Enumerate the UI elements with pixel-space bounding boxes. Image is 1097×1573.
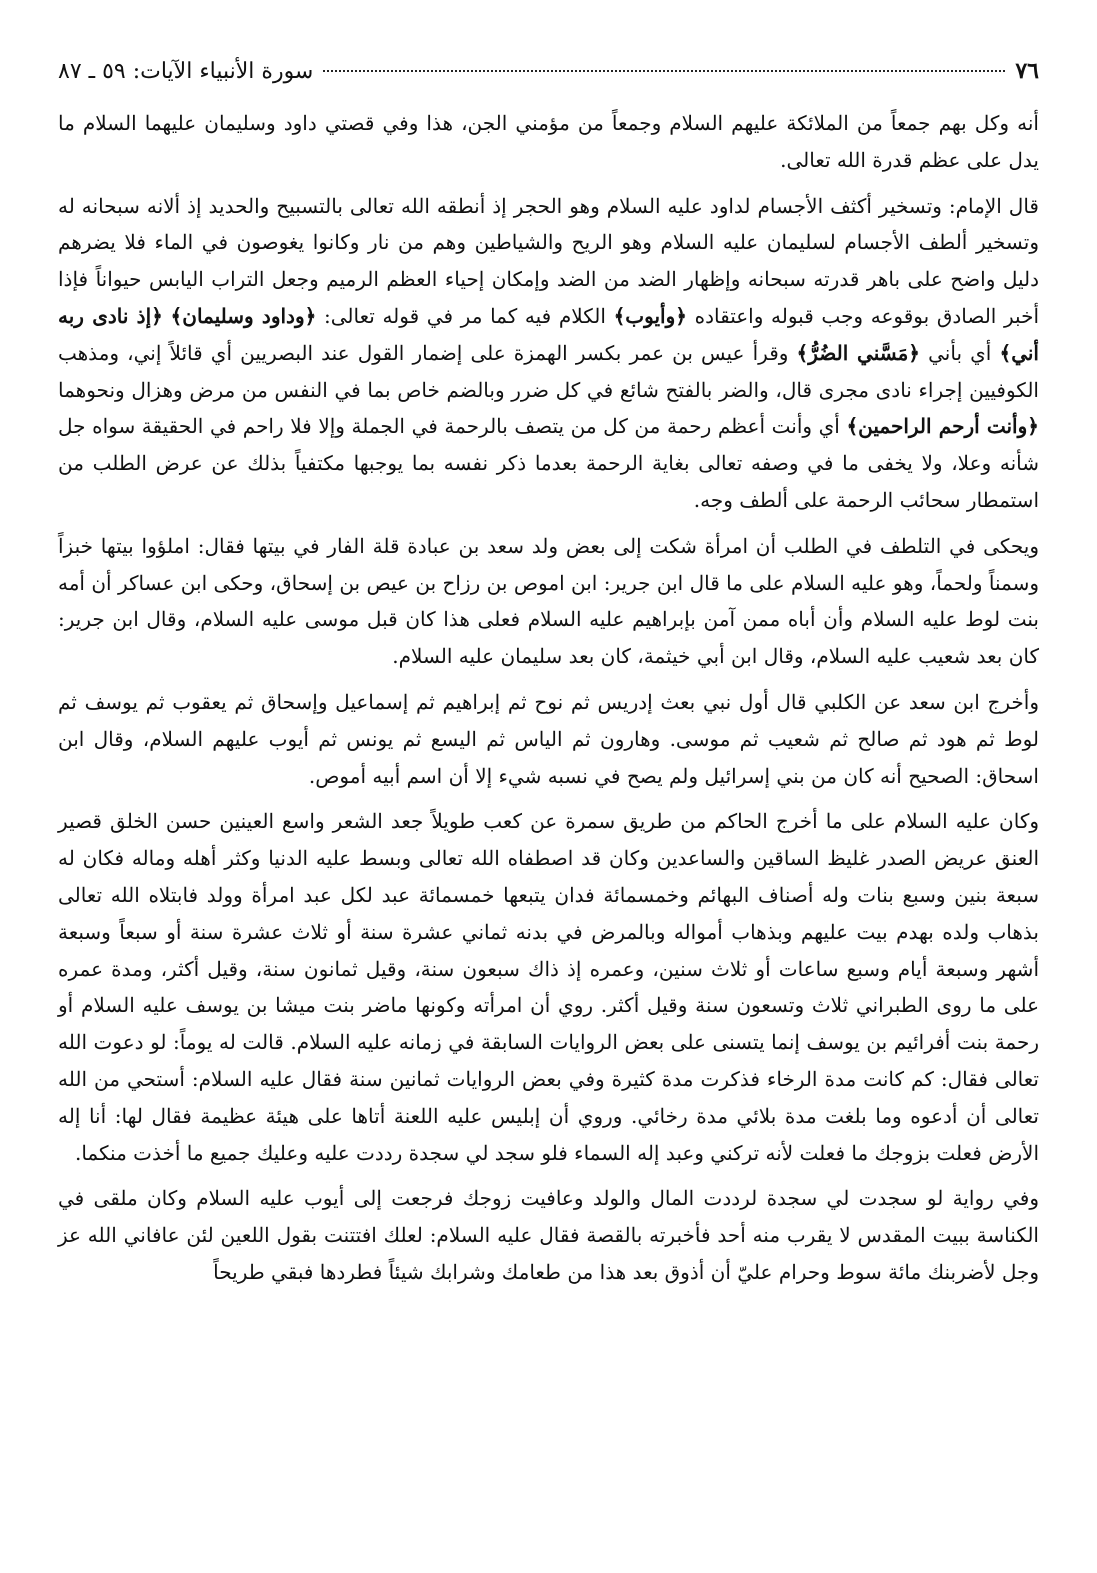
paragraph-text: أي بأني [920,340,1000,365]
surah-title: سورة الأنبياء الآيات: ٥٩ ـ ٨٧ [58,59,314,84]
paragraph-text: وكان عليه السلام على ما أخرج الحاكم من طريق سمرة عن كعب طويلاً جعد الشعر واسع العينين حسن الخلق قصير العنق عريض الصدر غليظ الساقين والساعدين وكان قد اصطفاه الله تعالى وبسط عليه الدنيا وكثر أهله وماله فكان له سبعة بنين وسبع بنات وله أصناف البهائم وخمسمائة فدان يتبعها خمسمائة عبد لكل عبد امرأة وولد فابتلاه الله تعالى بذهاب ولده بهدم بيت عليهم وبذهاب أمواله وبالمرض في بدنه ثماني عشرة سنة أو ثلاث عشرة سنة أو سبعاً وسبعة أشهر وسبعة أيام وسبع ساعات أو ثلاث سنين، وعمره إذ ذاك سبعون سنة، وقيل ثمانون سنة، وقيل أكثر، ومدة عمره على ما روى الطبراني ثلاث وتسعون سنة وقيل أكثر. روي أن امرأته وكونها ماضر بنت ميشا بن يوسف عليه السلام أو رحمة بنت أفرائيم بن يوسف إنما يتسنى على بعض الروايات السابقة في زمانه عليه السلام. قالت له يوماً: لو دعوت الله تعالى فقال: كم كانت مدة الرخاء فذكرت مدة كثيرة وفي بعض الروايات ثمانين سنة فقال عليه السلام: أستحي من الله تعالى أن أدعوه وما بلغت مدة بلائي مدة رخائي. وروي أن إبليس عليه اللعنة أتاها على هيئة عظيمة فقال لها: أنا إله الأرض فعلت بزوجك ما فعلت لأنه تركني وعبد إله السماء فلو سجد لي سجدة رددت عليه وعليك جميع ما أخذت منكما. [58,809,1040,1165]
paragraph-text: وفي رواية لو سجدت لي سجدة لرددت المال والولد وعافيت زوجك فرجعت إلى أيوب عليه السلام وكان ملقى في الكناسة ببيت المقدس لا يقرب منه أحد فأخبرته بالقصة فقال عليه السلام: لعلك افتتنت بقول اللعين لئن عافاني الله عز وجل لأضربنك مائة سوط وحرام عليّ أن أذوق بعد هذا من طعامك وشرابك شيئاً فطردها فبقي طريحاً [58,1186,1039,1284]
paragraph [58,528,1039,675]
paragraph-text: ويحكى في التلطف في الطلب أن امرأة شكت إلى بعض ولد سعد بن عبادة قلة الفار في بيتها فقال: املؤوا بيتها خبزاً وسمناً ولحماً، وهو عليه السلام على ما قال ابن جرير: ابن اموص بن رزاح بن عيص بن إسحاق، وحكى ابن عساكر أن أمه بنت لوط عليه السلام وأن أباه ممن آمن بإبراهيم عليه السلام فعلى هذا كان قبل موسى عليه السلام، وقال ابن جرير: كان بعد شعيب عليه السلام، وقال ابن أبي خيثمة، كان بعد سليمان عليه السلام. [58,533,1039,669]
paragraph [58,803,1039,1171]
page-number: ٧٦ [1015,58,1039,84]
header-dotted-leader [323,70,1005,72]
paragraph-text: أي وأنت أعظم رحمة من كل من يتصف بالرحمة في الجملة وإلا فلا راحم في الحقيقة سواه جل شأنه وعلا، ولا يخفى ما في وصفه تعالى بغاية الرحمة بعدما ذكر نفسه بما يوجبها مكتفياً بذلك عن عرض الطلب من استمطار سحائب الرحمة على ألطف وجه. [58,414,1039,512]
quran-quote: ﴿مَسَّني الضُرُّ﴾ [796,340,920,365]
paragraph [58,1180,1039,1290]
paragraph-text [163,304,171,328]
running-header [58,58,1039,99]
paragraph-text: الكلام فيه كما مر في قوله تعالى: [316,303,614,328]
paragraph-text: أنه وكل بهم جمعاً من الملائكة عليهم السلام وجمعاً من مؤمني الجن، هذا وفي قصتي داود وسليمان عليهما السلام ما يدل على عظم قدرة الله تعالى. [58,111,1039,172]
quran-quote: ﴿وداود وسليمان﴾ [170,303,317,328]
paragraph [58,684,1039,794]
quran-quote: ﴿وأنت أرحم الراحمين﴾ [846,414,1039,439]
paragraph-text: وقرأ عيس بن عمر بكسر الهمزة على إضمار القول عند البصريين أي قائلاً إني، ومذهب الكوفيين إجراء نادى مجرى قال، والضر بالفتح شائع في كل ضرر وبالضم خاص بما في النفس من مرض وهزال ونحوهما [58,340,1039,402]
quran-quote: ﴿وأيوب﴾ [613,303,687,328]
paragraph-text: وأخرج ابن سعد عن الكلبي قال أول نبي بعث إدريس ثم نوح ثم إبراهيم ثم إسماعيل وإسحاق ثم يعقوب ثم يوسف ثم لوط ثم هود ثم صالح ثم شعيب ثم موسى. وهارون ثم الياس ثم اليسع ثم يونس ثم أيوب عليهم السلام، وقال ابن اسحاق: الصحيح أنه كان من بني إسرائيل ولم يصح في نسبه شيء إلا أن اسم أبيه أموص. [58,689,1040,788]
paragraph-text: قال الإمام: وتسخير أكثف الأجسام لداود عليه السلام وهو الحجر إذ أنطقه الله تعالى بالتسبيح والحديد إذ ألانه سبحانه له وتسخير ألطف الأجسام لسليمان عليه السلام وهو الريح والشياطين وهم من نار وكانوا يغوصون في الماء فلا يضرهم دليل واضح على باهر قدرته سبحانه وإظهار الضد من الضد وإمكان إحياء العظم الرميم وجعل التراب اليابس حيواناً فإذا أخبر الصادق بوقوعه وجب قبوله واعتقاده [58,193,1039,328]
paragraph [58,188,1039,519]
paragraph [58,105,1039,179]
quran-quote: ﴿إذ نادى ربه أني﴾ [58,303,1039,365]
page-body [58,105,1039,1291]
